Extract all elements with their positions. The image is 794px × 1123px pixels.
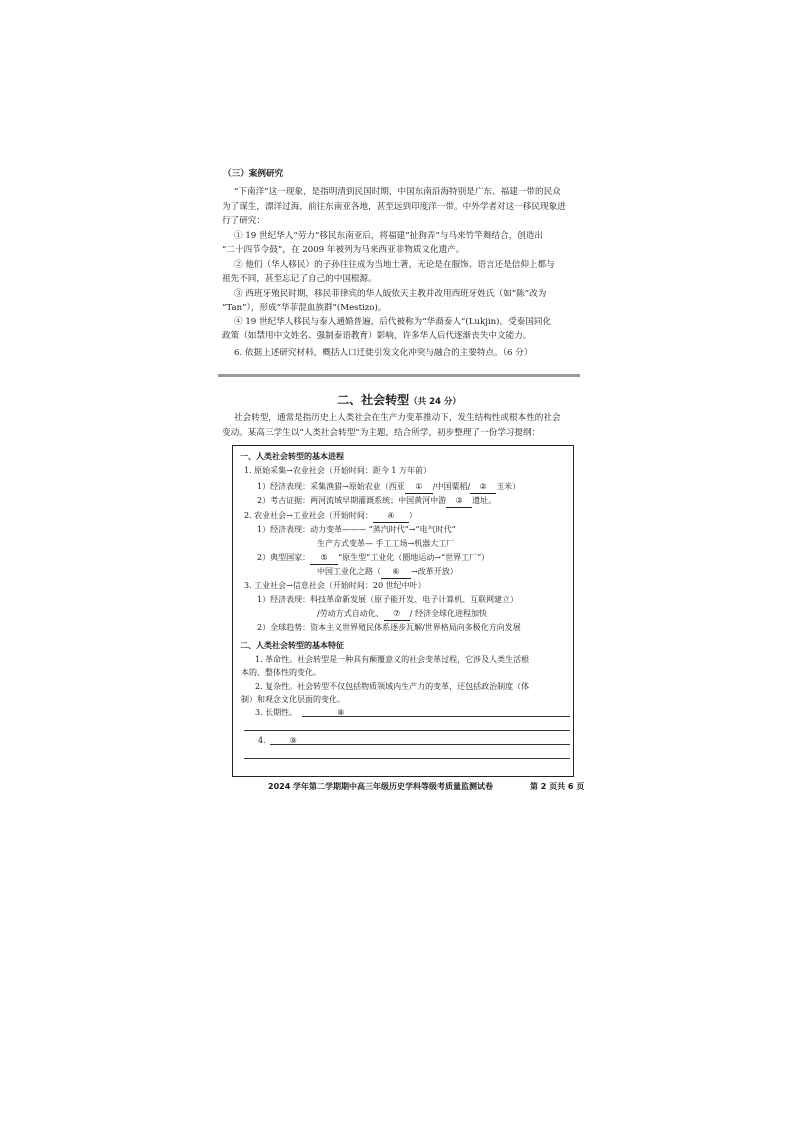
- outline-part2-heading: 二、人类社会转型的基本特征: [240, 641, 344, 650]
- answer-line-9b[interactable]: [244, 758, 570, 759]
- answer-line-8[interactable]: [302, 716, 570, 717]
- blank-7[interactable]: ⑦: [384, 608, 410, 621]
- feature-4: 4. ⑨: [258, 736, 297, 745]
- feature-2: 制）和观念文化层面的变化。: [241, 695, 345, 704]
- feature-2: 2. 复杂性。社会转型不仅包括物质领域内生产力的变革，还包括政治制度（体: [255, 682, 530, 691]
- outline-stage-3-economy: 1）经济表现：科技革命新发展（原子能开发、电子计算机、互联网建立）: [257, 595, 519, 604]
- feature-1: 1. 革命性。社会转型是一种具有颠覆意义的社会变革过程，它涉及人类生活根: [255, 655, 530, 664]
- case-item-3: “Tan”），形成“华菲混血族群”(Mestizo)。: [222, 303, 387, 313]
- outline-stage-2-economy: 1）经济表现：动力变革——— “蒸汽时代”→“电气时代”: [257, 525, 456, 534]
- blank-3[interactable]: ③: [446, 495, 472, 508]
- case-study-heading: （三）案例研究: [223, 169, 284, 179]
- answer-line-9[interactable]: [270, 744, 570, 745]
- blank-9[interactable]: ⑨: [289, 736, 297, 745]
- outline-stage-1: 1. 原始采集→农业社会（开始时间：距今 1 万年前）: [244, 466, 432, 475]
- outline-stage-2-countries: 2）典型国家： ⑤ “原生型”工业化（圈地运动→“世界工厂”）: [257, 552, 489, 565]
- case-item-1: ① 19 世纪华人“劳力”移民东南亚后，将福建“扯狗弄”与马来竹竿舞结合，创造出: [234, 231, 543, 241]
- question-6: 6. 依据上述研究材料，概括人口迁徙引发文化冲突与融合的主要特点。（6 分）: [234, 348, 533, 358]
- case-item-4: ④ 19 世纪华人移民与泰人通婚普遍，后代被称为“华裔泰人”(Lukjin)。受泰国同化: [234, 317, 552, 327]
- blank-8[interactable]: ⑧: [337, 708, 345, 717]
- blank-2[interactable]: ②: [470, 481, 496, 494]
- blank-1[interactable]: ①: [405, 481, 433, 494]
- case-item-4: 政策（如禁用中文姓名、强制泰语教育）影响，许多华人后代逐渐丧失中文能力。: [222, 331, 532, 341]
- blank-5[interactable]: ⑤: [310, 552, 338, 565]
- outline-part1-heading: 一、人类社会转型的基本进程: [240, 452, 344, 461]
- outline-stage-2-economy: 生产方式变革— 手工工场→机器大工厂: [317, 539, 455, 548]
- outline-stage-2: 2. 农业社会→工业社会（开始时间： ④ ）: [244, 510, 417, 523]
- case-item-2: ② 他们（华人移民）的子孙往往成为当地土著，无论是在服饰、语言还是信仰上都与: [234, 260, 555, 270]
- outline-stage-3-economy: /劳动方式自动化、 ⑦ / 经济全球化进程加快: [317, 608, 487, 621]
- feature-1: 本的、整体性的变化。: [241, 668, 321, 677]
- outline-stage-2-china: 中国工业化之路（ ⑥ →改革开放）: [317, 566, 458, 579]
- case-item-3: ③ 西班牙殖民时期，移民菲律宾的华人皈依天主教并改用西班牙姓氏（如“陈”改为: [234, 289, 547, 299]
- feature-3: 3. 长期性。 ⑧: [255, 708, 345, 717]
- answer-line-8b[interactable]: [244, 730, 570, 731]
- outline-stage-3-trend: 2）全球趋势：资本主义世界殖民体系逐步瓦解/世界格局向多极化方向发展: [257, 623, 521, 632]
- section-2-intro: 社会转型，通常是指历史上人类社会在生产力变革推动下，发生结构性或根本性的社会: [234, 413, 561, 423]
- case-item-2: 祖先不同，甚至忘记了自己的中国根源。: [222, 274, 377, 284]
- section-divider: [218, 374, 580, 377]
- outline-stage-3: 3. 工业社会→信息社会（开始时间：20 世纪中叶）: [244, 581, 426, 590]
- intro-line: “下南洋”这一现象，是指明清到民国时期，中国东南沿海特别是广东、福建一带的民众: [234, 187, 561, 197]
- intro-line: 行了研究：: [222, 216, 265, 226]
- blank-4[interactable]: ④: [373, 510, 409, 523]
- outline-stage-1-economy: 1）经济表现：采集渔猎→原始农业（西亚 ① /中国粟稻/ ② 玉米）: [257, 481, 520, 494]
- outline-stage-1-evidence: 2）考古证据：两河流域早期灌溉系统；中国黄河中游 ③ 遗址。: [257, 495, 496, 508]
- section-2-intro: 变动。某高三学生以“人类社会转型”为主题，结合所学，初步整理了一份学习提纲：: [222, 428, 541, 438]
- footer-page-number: 第 2 页共 6 页: [530, 782, 585, 791]
- footer-exam-title: 2024 学年第二学期期中高三年级历史学科等级考质量监测试卷: [268, 782, 494, 791]
- case-item-1: “二十四节令鼓”，在 2009 年被列为马来西亚非物质文化遗产。: [222, 245, 465, 255]
- blank-6[interactable]: ⑥: [381, 566, 411, 579]
- intro-line: 为了谋生，漂洋过海，前往东南亚各地，甚至远到印度洋一带。中外学者对这一移民现象进: [222, 202, 566, 212]
- section-2-title: 二、社会转型（共 24 分）: [337, 393, 461, 407]
